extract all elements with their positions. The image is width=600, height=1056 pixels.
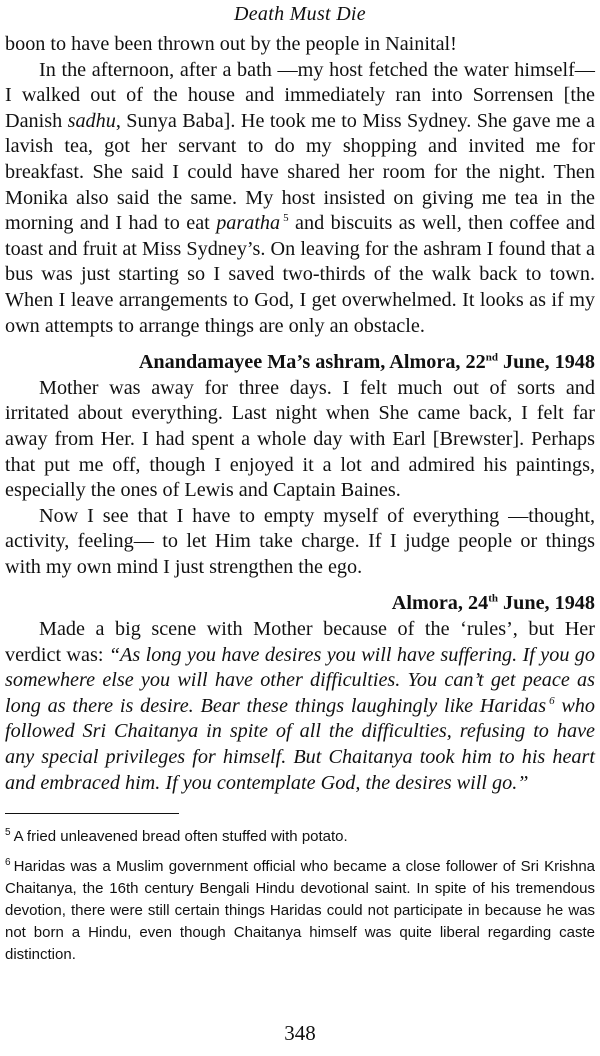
italic-term-paratha: paratha: [216, 212, 281, 235]
entry-heading-22-june: Anandamayee Ma’s ashram, Almora, 22nd June, 1948: [138, 351, 595, 374]
footnote-ref-6: 6: [549, 695, 555, 708]
page-number: 348: [284, 1021, 316, 1045]
italic-term-sadhu: sadhu: [67, 109, 116, 132]
running-head: Death Must Die: [234, 3, 366, 25]
mother-quote: “As long you have desires you will have suffering. If you go somewhere else you will have other difficulties. You can’t get peace as long as there is desire. Bear these things laughingly like Haridas $^6$ who followed Sri Chaitanya in spite of all the difficulties, refusing to have any special privileges for himself. But Chaitanya took him to his heart and embraced him. If you contemplate God, the desires will go.”: [5, 643, 595, 794]
entry1-paragraph-2: In the afternoon, after a bath —my host fetched the water himself— I walked out of the house and immediately ran into Sorrensen [the Danish sadhu, Sunya Baba]. He took me to Miss Sydney. She gave me a lavish tea, got her servant to do my shopping and invited me for breakfast. She said I could have shared her room for the night. Then Monika also said the same. My host insisted on giving me tea in the morning and I had to eat paratha $^5$ and biscuits as well, then coffee and toast and fruit at Miss Sydney’s. On leaving for the ashram I found that a bus was just starting so I saved two-thirds of the walk back to town. When I leave arrangements to God, I get overwhelmed. It looks as if my own attempts to arrange things are only an obstacle.: [5, 58, 595, 337]
entry2-paragraph-1: Mother was away for three days. I felt much out of sorts and irritated about everything. Last night when She came back, I felt far away from Her. I had spent a whole day with Earl [Brewster]. Perhaps that put me off, though I enjoyed it a lot and admired his paintings, especially the ones of Lewis and Captain Baines.: [5, 376, 595, 502]
entry-heading-24-june: Almora, 24th June, 1948: [391, 592, 595, 615]
footnote-ref-5: 5: [283, 212, 289, 225]
footnote-divider: [5, 813, 179, 814]
footnote-6: $^6$ Haridas was a Muslim government official who became a close follower of Sri Krishna Chaitanya, the 16th century Bengali Hindu devotional saint. In spite of his tremendous devotion, there were still certain things Haridas could not participate in because he was not born a Hindu, even though Chaitanya himself was quite liberal regarding caste distinction.: [5, 857, 595, 964]
entry2-paragraph-2: Now I see that I have to empty myself of everything —thought, activity, feeling— to let Him take charge. If I judge people or things with my own mind I just strengthen the ego.: [5, 504, 595, 578]
footnote-5: $^5$ A fried unleavened bread often stuffed with potato.: [5, 827, 348, 846]
footnotes: [5, 826, 595, 966]
main-text: [5, 32, 595, 796]
entry3-paragraph-1: Made a big scene with Mother because of the ‘rules’, but Her verdict was: “As long you have desires you will have suffering. If you go somewhere else you will have other difficulties. You can’t get peace as long as there is desire. Bear these things laughingly like Haridas $^6$ who followed Sri Chaitanya in spite of all the difficulties, refusing to have any special privileges for himself. But Chaitanya took him to his heart and embraced him. If you contemplate God, the desires will go.”: [5, 618, 595, 794]
entry1-paragraph-1: boon to have been thrown out by the people in Nainital!: [5, 33, 457, 55]
